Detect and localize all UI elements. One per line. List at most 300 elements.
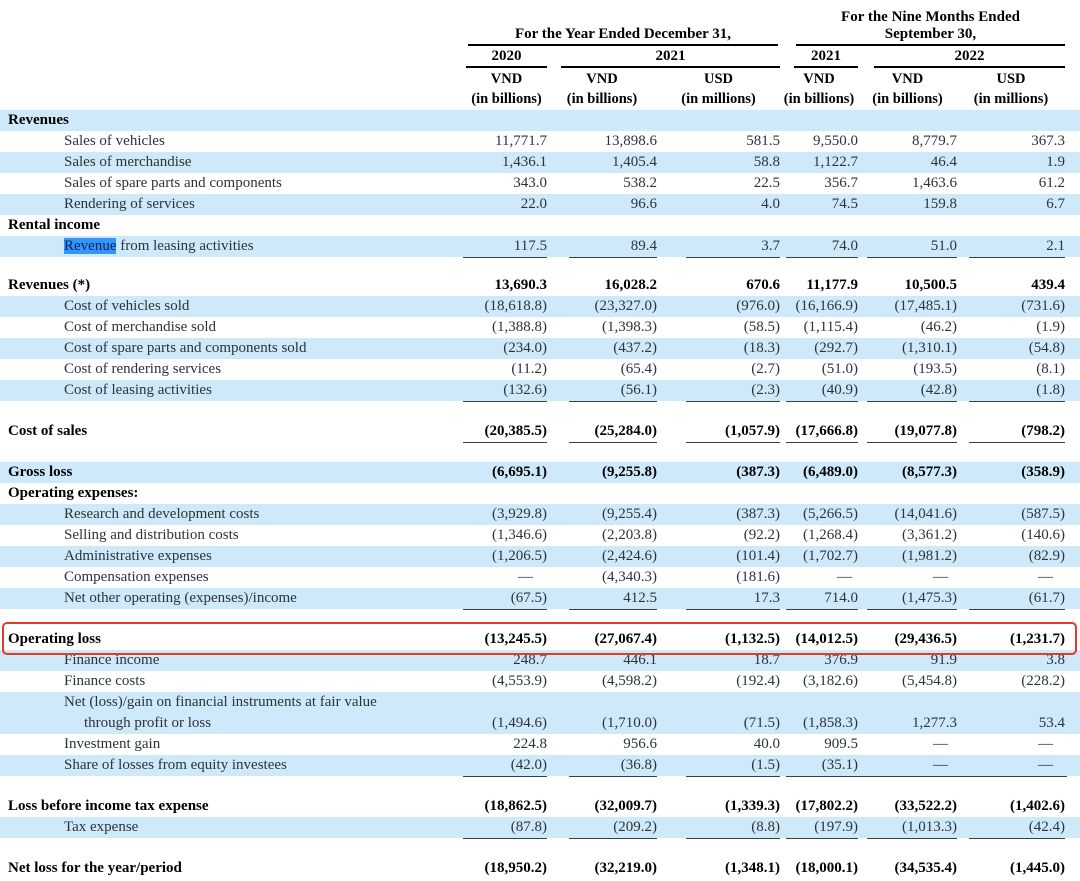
cell-value [780, 131, 858, 152]
currency-heading-col5: VND [891, 71, 924, 87]
row-label: Sales of vehicles [64, 133, 165, 149]
cell-value [957, 236, 1065, 258]
row-label: Net loss for the year/period [8, 860, 182, 876]
cell-value [780, 338, 858, 359]
cell-value [547, 671, 657, 692]
value: (1,398.3) [602, 319, 657, 335]
value: (16,166.9) [795, 298, 858, 314]
value: 13,690.3 [494, 277, 547, 293]
row-label-text: from leasing activities [116, 238, 254, 254]
row-spacer [0, 609, 1080, 629]
table-row [0, 734, 1080, 755]
cell-value [657, 504, 780, 525]
table-row [0, 194, 1080, 215]
cell-value [858, 713, 957, 734]
value: (17,802.2) [795, 798, 858, 814]
cell-value [657, 650, 780, 671]
cell-value [858, 194, 957, 215]
cell-value [440, 359, 547, 380]
value: (54.8) [1028, 340, 1065, 356]
value: — [518, 569, 533, 585]
value: (798.2) [969, 421, 1065, 443]
cell-value [547, 796, 657, 817]
currency-heading-col2: VND [586, 71, 618, 87]
row-spacer [0, 442, 1080, 462]
value: (17,485.1) [894, 298, 957, 314]
cell-value [657, 317, 780, 338]
cell-value [858, 152, 957, 173]
cell-value [440, 194, 547, 215]
value: (731.6) [1021, 298, 1065, 314]
row-spacer [0, 257, 1080, 275]
column-group-year-ended [468, 26, 778, 46]
table-row [0, 380, 1080, 401]
cell-value [440, 755, 547, 777]
value: 22.5 [753, 175, 780, 191]
value: — [1038, 736, 1053, 752]
cell-value [780, 275, 858, 296]
value: 538.2 [623, 175, 657, 191]
row-label: Cost of merchandise sold [64, 319, 217, 335]
row-label: Loss before income tax expense [8, 798, 209, 814]
cell-value [780, 483, 858, 504]
value: 439.4 [1031, 277, 1065, 293]
cell-value [657, 713, 780, 734]
value: 1,463.6 [912, 175, 957, 191]
column-group-nine-months-line1: For the Nine Months Ended [841, 9, 1020, 26]
row-label: Revenues (*) [8, 277, 91, 293]
row-label: Compensation expenses [64, 569, 209, 585]
row-spacer [0, 401, 1080, 421]
row-label: Rental income [8, 217, 101, 233]
value: (65.4) [620, 361, 657, 377]
row-label: Revenues [8, 112, 69, 128]
cell-value [858, 629, 957, 650]
cell-value [957, 359, 1065, 380]
value: (18,950.2) [484, 860, 547, 876]
value: (358.9) [1021, 464, 1065, 480]
cell-value [957, 152, 1065, 173]
cell-value [780, 629, 858, 650]
cell-value [858, 421, 957, 443]
table-row [0, 152, 1080, 173]
table-row [0, 317, 1080, 338]
cell-value [858, 296, 957, 317]
section-row [0, 483, 1080, 504]
row-label: Cost of spare parts and components sold [64, 340, 307, 356]
value: (14,012.5) [795, 631, 858, 647]
cell-value [957, 629, 1065, 650]
cell-value [440, 796, 547, 817]
value: — [957, 755, 1067, 777]
cell-value [547, 296, 657, 317]
cell-value [780, 236, 858, 258]
cell-value [858, 796, 957, 817]
cell-value [957, 817, 1065, 839]
cell-value [440, 588, 547, 610]
value: 1,122.7 [813, 154, 858, 170]
cell-value [957, 796, 1065, 817]
cell-value [957, 671, 1065, 692]
row-label: Finance income [64, 652, 160, 668]
cell-value [957, 296, 1065, 317]
value: (42.8) [867, 380, 957, 402]
cell-value [547, 504, 657, 525]
value: (18,862.5) [484, 798, 547, 814]
value: (2.7) [751, 361, 780, 377]
section-row [0, 421, 1080, 442]
cell-value [657, 546, 780, 567]
cell-value [657, 567, 780, 588]
value: (61.7) [969, 588, 1065, 610]
cell-value [780, 650, 858, 671]
table-row [0, 650, 1080, 671]
cell-value [547, 817, 657, 839]
section-row [0, 858, 1080, 879]
cell-value [780, 713, 858, 734]
value: (8.1) [1036, 361, 1065, 377]
value: (34,535.4) [894, 860, 957, 876]
cell-value [780, 194, 858, 215]
value: 714.0 [786, 588, 858, 610]
cell-value [657, 359, 780, 380]
year-heading-2020-fy: 2020 [466, 46, 547, 68]
cell-value [657, 817, 780, 839]
value: 53.4 [1038, 715, 1065, 731]
cell-value [780, 504, 858, 525]
value: 117.5 [463, 236, 547, 258]
value: (387.3) [736, 506, 780, 522]
value: — [933, 569, 948, 585]
value: 89.4 [569, 236, 657, 258]
value: (29,436.5) [894, 631, 957, 647]
cell-value [858, 588, 957, 610]
row-spacer [0, 838, 1080, 858]
value: (132.6) [463, 380, 547, 402]
unit-heading-col5: (in billions) [872, 91, 943, 107]
value: (192.4) [736, 673, 780, 689]
cell-value [858, 462, 957, 483]
table-row [0, 671, 1080, 692]
row-label: Cost of rendering services [64, 361, 222, 377]
value: (3,929.8) [492, 506, 547, 522]
cell-value [858, 567, 957, 588]
row-label: Gross loss [8, 464, 73, 480]
cell-value [547, 650, 657, 671]
cell-value [657, 173, 780, 194]
row-label: Cost of vehicles sold [64, 298, 190, 314]
cell-value [657, 462, 780, 483]
value: (40.9) [786, 380, 858, 402]
section-row [0, 110, 1080, 131]
cell-value [858, 173, 957, 194]
table-row [0, 546, 1080, 567]
value: (46.2) [920, 319, 957, 335]
cell-value [957, 110, 1065, 131]
value: 581.5 [746, 133, 780, 149]
cell-value [657, 671, 780, 692]
value: (23,327.0) [594, 298, 657, 314]
table-row [0, 755, 1080, 776]
cell-value [858, 546, 957, 567]
cell-value [858, 734, 957, 755]
cell-value [780, 567, 858, 588]
unit-heading-col4: (in billions) [783, 91, 855, 107]
cell-value [858, 525, 957, 546]
cell-value [657, 525, 780, 546]
value: 13,898.6 [604, 133, 657, 149]
value: (1,475.3) [867, 588, 957, 610]
value: (1,339.3) [725, 798, 780, 814]
value: (19,077.8) [867, 421, 957, 443]
value: — [858, 755, 962, 777]
table-row [0, 525, 1080, 546]
cell-value [657, 338, 780, 359]
value: 343.0 [513, 175, 547, 191]
value: 17.3 [686, 588, 780, 610]
value: (1,348.1) [725, 860, 780, 876]
cell-value [547, 734, 657, 755]
cell-value [780, 588, 858, 610]
value: (197.9) [786, 817, 858, 839]
cell-value [957, 338, 1065, 359]
value: 248.7 [513, 652, 547, 668]
value: 46.4 [930, 154, 957, 170]
cell-value [547, 462, 657, 483]
value: (181.6) [736, 569, 780, 585]
value: (1.9) [1036, 319, 1065, 335]
value: 367.3 [1031, 133, 1065, 149]
cell-value [858, 817, 957, 839]
cell-value [547, 317, 657, 338]
cell-value [440, 275, 547, 296]
cell-value [957, 504, 1065, 525]
value: (25,284.0) [569, 421, 657, 443]
row-label [0, 692, 440, 734]
cell-value [957, 858, 1065, 879]
cell-value [858, 236, 957, 258]
value: (9,255.8) [602, 464, 657, 480]
value: (209.2) [569, 817, 657, 839]
value: 11,771.7 [495, 133, 547, 149]
value: (42.0) [463, 755, 547, 777]
cell-value [957, 275, 1065, 296]
row-label: Tax expense [64, 819, 139, 835]
cell-value [957, 713, 1065, 734]
cell-value [858, 317, 957, 338]
value: 51.0 [867, 236, 957, 258]
table-row [0, 296, 1080, 317]
table-body [0, 110, 1080, 879]
cell-value [957, 194, 1065, 215]
year-heading-2021-9m: 2021 [794, 46, 858, 68]
cell-value [440, 152, 547, 173]
value: (51.0) [821, 361, 858, 377]
row-label: Administrative expenses [64, 548, 212, 564]
cell-value [440, 296, 547, 317]
cell-value [440, 858, 547, 879]
value: (5,454.8) [902, 673, 957, 689]
value: (18,618.8) [484, 298, 547, 314]
value: 74.0 [786, 236, 858, 258]
cell-value [440, 131, 547, 152]
value: (1,702.7) [803, 548, 858, 564]
value: 74.5 [831, 196, 858, 212]
cell-value [440, 629, 547, 650]
cell-value [440, 546, 547, 567]
table-row [0, 567, 1080, 588]
cell-value [547, 152, 657, 173]
value: (292.7) [814, 340, 858, 356]
value: (82.9) [1028, 548, 1065, 564]
value: (1.8) [969, 380, 1065, 402]
cell-value [858, 380, 957, 402]
row-label: Cost of sales [8, 423, 88, 439]
cell-value [547, 525, 657, 546]
cell-value [657, 152, 780, 173]
value: 96.6 [630, 196, 657, 212]
row-label: Rendering of services [64, 196, 195, 212]
value: (17,666.8) [786, 421, 858, 443]
section-row [0, 275, 1080, 296]
cell-value [657, 629, 780, 650]
cell-value [657, 275, 780, 296]
value: 1,405.4 [612, 154, 657, 170]
value: 1.9 [1046, 154, 1065, 170]
value: 909.5 [824, 736, 858, 752]
table-header-currencies [0, 68, 1080, 89]
cell-value [780, 755, 858, 777]
cell-value [547, 567, 657, 588]
value: (13,245.5) [484, 631, 547, 647]
cell-value [780, 858, 858, 879]
cell-value [657, 131, 780, 152]
cell-value [957, 734, 1065, 755]
cell-value [780, 462, 858, 483]
currency-heading-col6: USD [996, 71, 1026, 87]
value: (1.5) [686, 755, 780, 777]
cell-value [957, 173, 1065, 194]
value: 16,028.2 [604, 277, 657, 293]
cell-value [547, 110, 657, 131]
row-label: Share of losses from equity investees [64, 757, 287, 773]
value: 18.7 [753, 652, 780, 668]
cell-value [780, 173, 858, 194]
table-header-years [0, 46, 1080, 68]
cell-value [657, 215, 780, 236]
value: (1,388.8) [492, 319, 547, 335]
table-header-period-groups [0, 0, 1080, 46]
cell-value [957, 588, 1065, 610]
cell-value [858, 755, 957, 777]
value: (9,255.4) [602, 506, 657, 522]
value: (3,361.2) [902, 527, 957, 543]
value: (387.3) [736, 464, 780, 480]
value: (33,522.2) [894, 798, 957, 814]
cell-value [657, 236, 780, 258]
section-row [0, 462, 1080, 483]
value: 956.6 [623, 736, 657, 752]
cell-value [858, 275, 957, 296]
table-row [0, 338, 1080, 359]
table-row [0, 173, 1080, 194]
cell-value [547, 421, 657, 443]
value: 4.0 [761, 196, 780, 212]
value: — [1038, 569, 1053, 585]
cell-value [957, 421, 1065, 443]
cell-value [780, 296, 858, 317]
value: 1,277.3 [912, 715, 957, 731]
cell-value [547, 173, 657, 194]
cell-value [547, 546, 657, 567]
cell-value [547, 194, 657, 215]
cell-value [780, 421, 858, 443]
row-label: Cost of leasing activities [64, 382, 212, 398]
cell-value [858, 671, 957, 692]
year-heading-2021-fy: 2021 [561, 46, 780, 68]
value: (6,489.0) [803, 464, 858, 480]
value: (35.1) [786, 755, 858, 777]
cell-value [440, 462, 547, 483]
cell-value [657, 796, 780, 817]
row-spacer [0, 776, 1080, 796]
value: (14,041.6) [894, 506, 957, 522]
cell-value [657, 194, 780, 215]
value: (5,266.5) [803, 506, 858, 522]
value: 10,500.5 [904, 277, 957, 293]
cell-value [858, 110, 957, 131]
cell-value [547, 629, 657, 650]
value: (11.2) [511, 361, 547, 377]
value: (1,206.5) [492, 548, 547, 564]
value: (1,268.4) [803, 527, 858, 543]
cell-value [547, 131, 657, 152]
value: (587.5) [1021, 506, 1065, 522]
value: (67.5) [463, 588, 547, 610]
value: 40.0 [753, 736, 780, 752]
value: — [837, 569, 852, 585]
section-row [0, 796, 1080, 817]
cell-value [780, 380, 858, 402]
cell-value [957, 380, 1065, 402]
row-label: Sales of merchandise [64, 154, 192, 170]
section-row [0, 215, 1080, 236]
value: 356.7 [824, 175, 858, 191]
row-label: Investment gain [64, 736, 161, 752]
cell-value [440, 110, 547, 131]
value: (1,981.2) [902, 548, 957, 564]
cell-value [780, 110, 858, 131]
cell-value [657, 734, 780, 755]
cell-value [957, 650, 1065, 671]
value: 9,550.0 [813, 133, 858, 149]
currency-heading-col4: VND [803, 71, 835, 87]
cell-value [780, 215, 858, 236]
value: (1,231.7) [1010, 631, 1065, 647]
cell-value [547, 483, 657, 504]
cell-value [858, 504, 957, 525]
value: 446.1 [623, 652, 657, 668]
cell-value [440, 173, 547, 194]
cell-value [440, 525, 547, 546]
value: (8.8) [686, 817, 780, 839]
column-group-nine-months-line2: September 30, [884, 26, 977, 43]
cell-value [657, 755, 780, 777]
row-label-line1: Net (loss)/gain on financial instruments at fair value [64, 694, 377, 710]
cell-value [440, 317, 547, 338]
value: 3.7 [686, 236, 780, 258]
value: (3,182.6) [803, 673, 858, 689]
